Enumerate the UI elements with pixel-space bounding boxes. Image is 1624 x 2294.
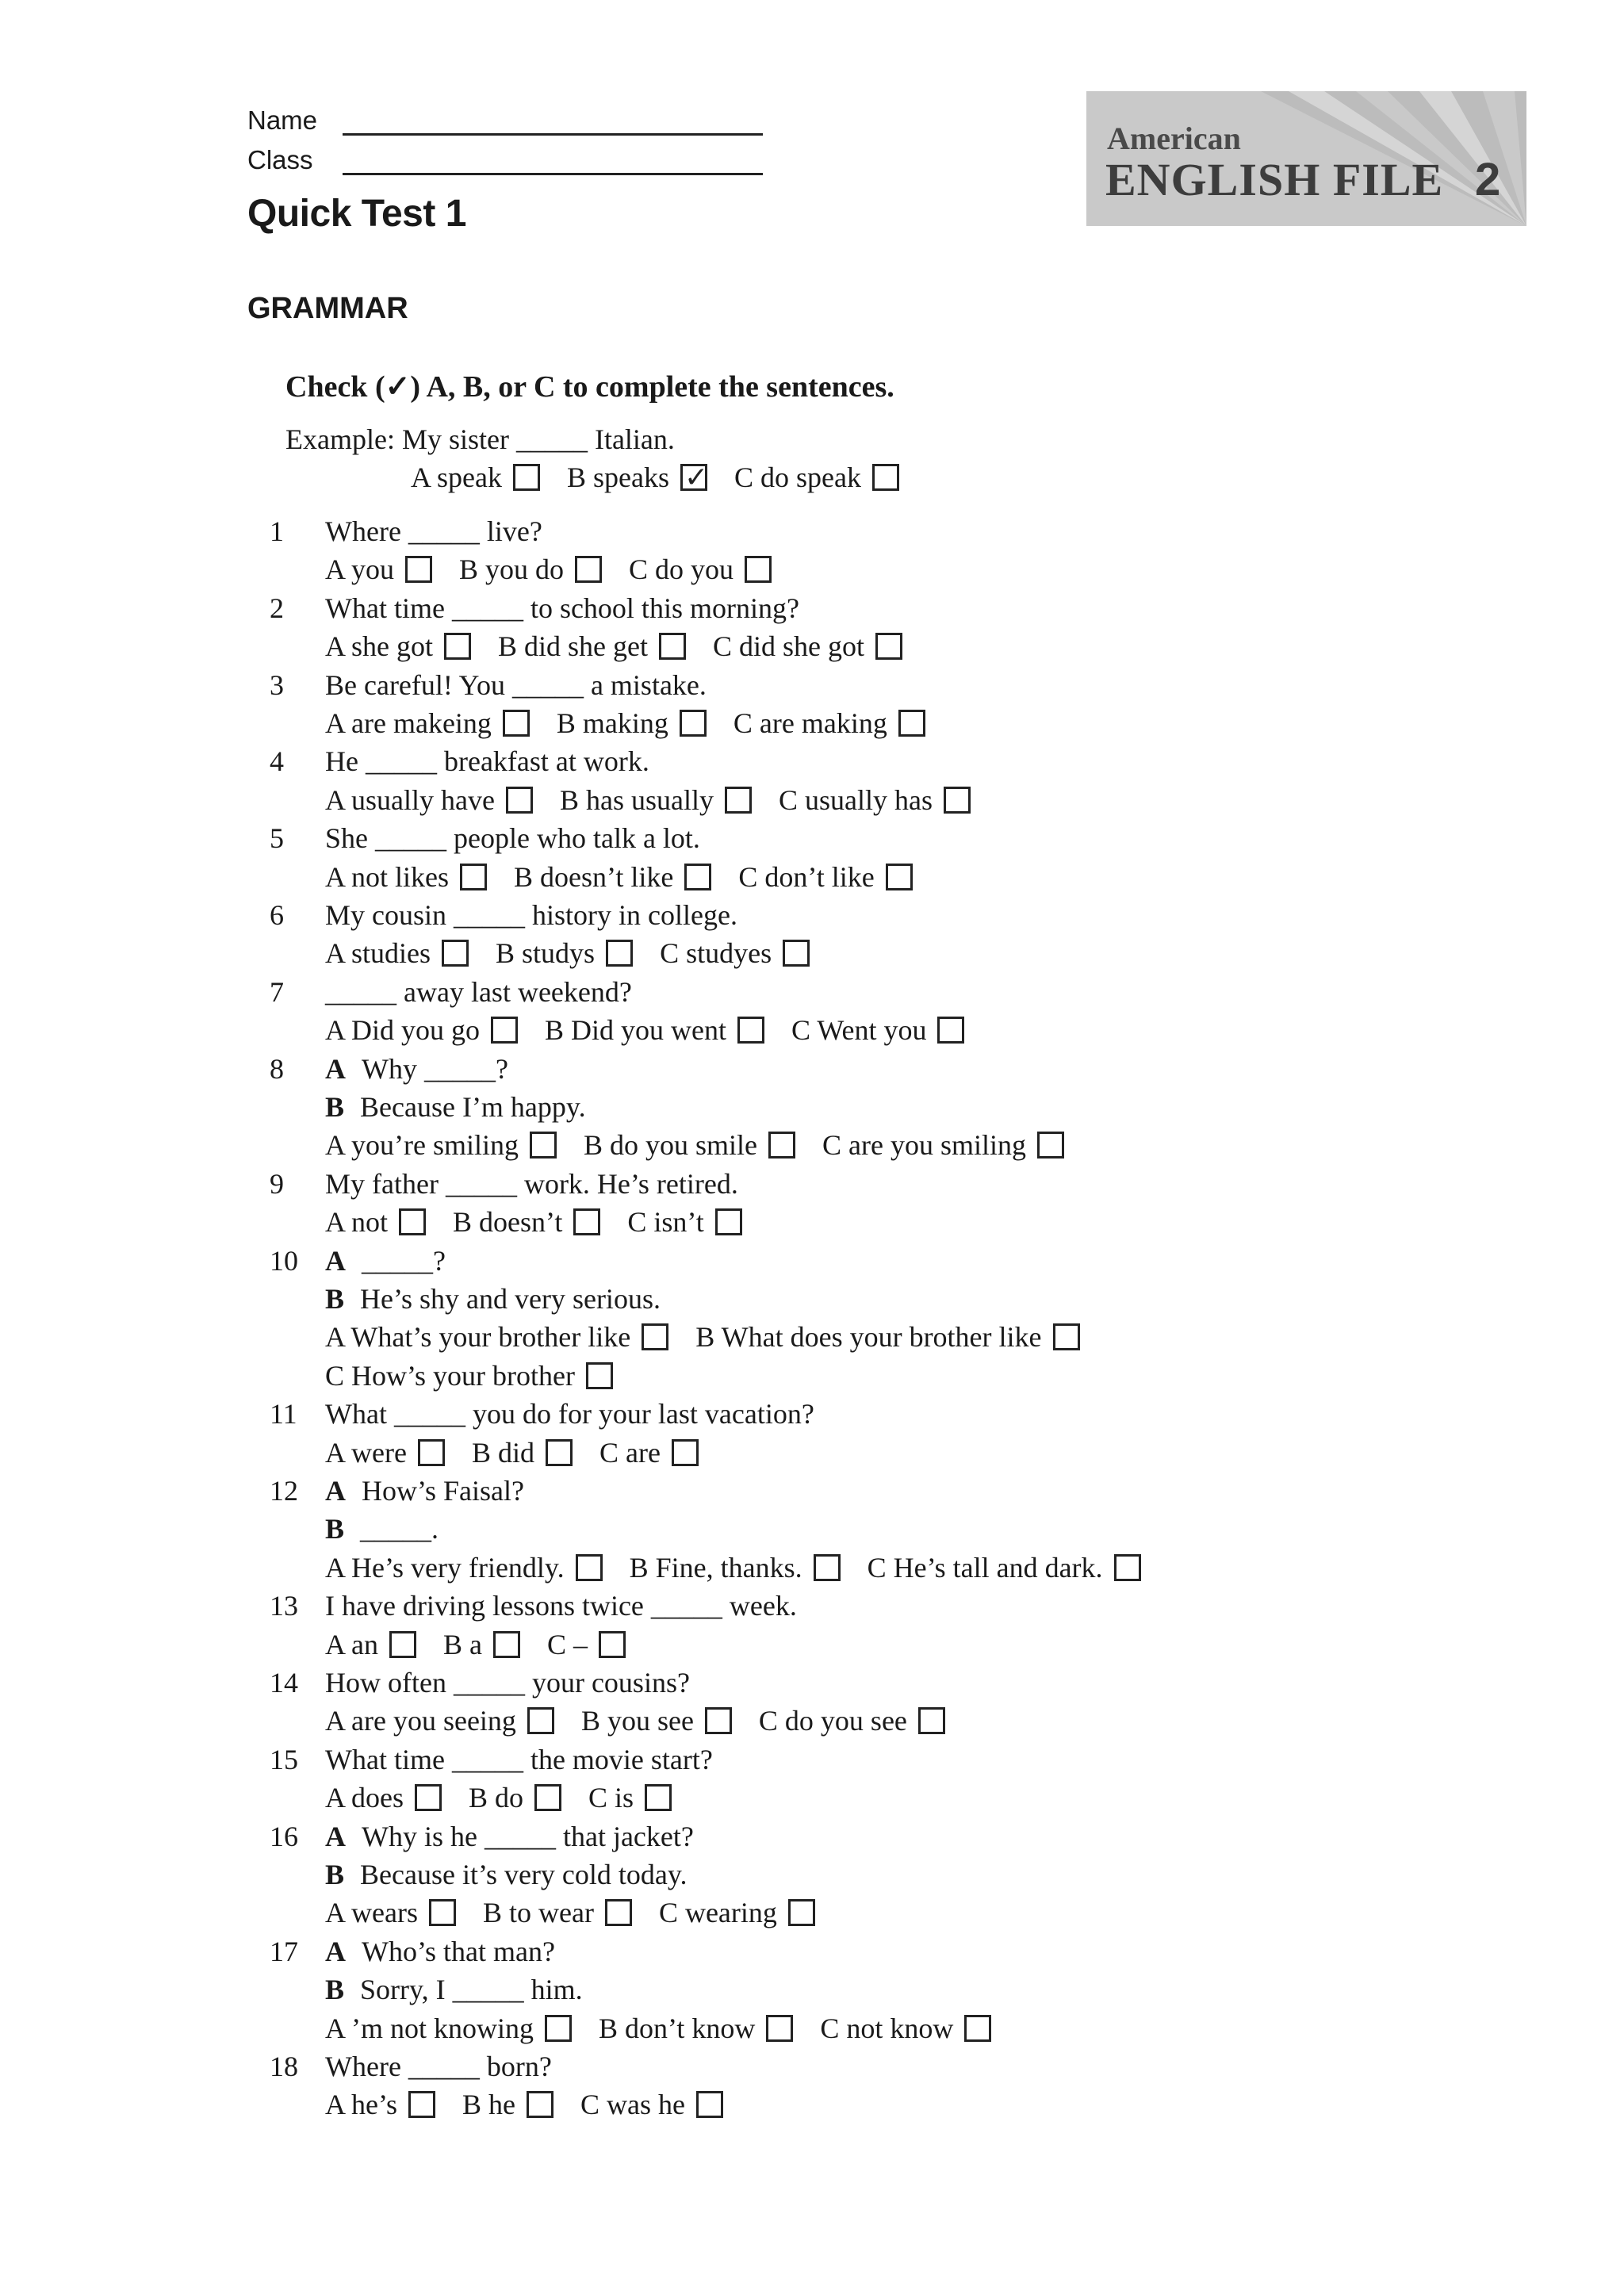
answer-option-label: A Did you go (325, 1014, 481, 1047)
answer-option[interactable] (325, 781, 533, 819)
checkbox-icon[interactable] (389, 1631, 416, 1658)
question-line-text: Sorry, I _____ him. (360, 1974, 583, 2006)
question-number: 11 (270, 1398, 297, 1430)
answer-option[interactable] (514, 858, 711, 896)
checkbox-icon[interactable] (599, 1631, 626, 1658)
answer-option-label: B Fine, thanks. (629, 1551, 802, 1584)
answer-option-label: A does (325, 1782, 404, 1814)
answer-option-label: B you see (580, 1705, 694, 1737)
answer-options-row (325, 704, 925, 742)
answer-option-label: B do (469, 1782, 524, 1814)
question-line-text: _____? (362, 1244, 446, 1277)
answer-option[interactable] (599, 2009, 793, 2047)
answer-option-label: C are making (733, 707, 887, 739)
question-text (325, 819, 700, 857)
answer-option[interactable] (325, 1626, 416, 1664)
answer-options-row (325, 1626, 626, 1664)
answer-option[interactable] (630, 1549, 841, 1587)
answer-option-label: C are (599, 1436, 661, 1469)
example-text: Example: My sister _____ Italian. (285, 423, 675, 455)
answer-option[interactable] (557, 704, 707, 742)
answer-options-row (325, 1357, 613, 1395)
answer-options-row (325, 550, 772, 588)
checkbox-icon[interactable] (672, 1439, 699, 1466)
answer-option-label: A were (325, 1436, 407, 1469)
answer-option[interactable] (325, 1434, 445, 1472)
checkbox-icon[interactable] (705, 1707, 732, 1734)
checkbox-icon[interactable] (715, 1208, 742, 1235)
answer-options-row (325, 1203, 742, 1241)
answer-option[interactable] (695, 1318, 1079, 1356)
answer-option-label: B did she get (498, 630, 648, 663)
question-number: 4 (270, 745, 284, 778)
checkbox-icon[interactable] (405, 556, 432, 583)
speaker-label: B (325, 1091, 345, 1123)
question-number: 1 (270, 515, 284, 547)
answer-option-label: C do speak (733, 461, 861, 493)
name-field-line[interactable] (343, 133, 763, 136)
answer-option-label: C studyes (660, 937, 772, 970)
checkbox-icon[interactable] (534, 1784, 561, 1811)
section-heading: GRAMMAR (247, 292, 408, 325)
question-text (325, 1395, 814, 1433)
question-line-text: What _____ you do for your last vacation? (325, 1398, 814, 1430)
checkbox-icon[interactable] (684, 864, 711, 890)
answer-option[interactable] (325, 1357, 613, 1395)
answer-option[interactable] (498, 627, 686, 665)
answer-option-label: C He’s tall and dark. (867, 1551, 1103, 1584)
checkbox-icon[interactable] (788, 1899, 815, 1926)
answer-option[interactable] (483, 1894, 632, 1932)
answer-option[interactable] (325, 1894, 456, 1932)
answer-option-label: A not likes (325, 860, 450, 893)
answer-option[interactable] (779, 781, 971, 819)
checkbox-icon[interactable] (429, 1899, 456, 1926)
answer-option-label: A He’s very friendly. (325, 1551, 565, 1584)
question-line-text: She _____ people who talk a lot. (325, 822, 700, 855)
question-line-text: Because I’m happy. (360, 1091, 586, 1123)
question-line-text: Be careful! You _____ a mistake. (325, 668, 707, 701)
checkbox-icon[interactable] (503, 710, 530, 737)
question-number: 9 (270, 1167, 284, 1200)
question-line-text: Why _____? (362, 1052, 508, 1085)
checkbox-icon[interactable] (575, 556, 602, 583)
checkbox-icon[interactable] (493, 1631, 520, 1658)
answer-option-label: B doesn’t (453, 1206, 563, 1239)
answer-option-label: C was he (580, 2089, 685, 2121)
answer-option-label: B Did you went (545, 1014, 727, 1047)
checkbox-icon[interactable] (527, 1707, 554, 1734)
answer-option[interactable] (560, 781, 752, 819)
question-line-text: _____. (360, 1513, 439, 1545)
answer-option-label: C are you smiling (822, 1129, 1026, 1162)
checkbox-icon[interactable] (642, 1323, 668, 1350)
checkbox-icon[interactable] (886, 864, 913, 890)
logo-english-file-text: ENGLISH FILE (1105, 154, 1444, 205)
question-text (325, 1741, 713, 1779)
checkbox-icon[interactable] (415, 1784, 442, 1811)
answer-option[interactable] (443, 1626, 520, 1664)
answer-option-label: C wearing (658, 1897, 777, 1929)
question-line-text: What time _____ to school this morning? (325, 592, 799, 624)
checkbox-icon[interactable] (606, 940, 633, 967)
question-text (325, 896, 737, 934)
question-text (325, 973, 632, 1011)
checkbox-icon[interactable] (918, 1707, 945, 1734)
question-number: 2 (270, 592, 284, 624)
answer-option[interactable] (588, 1779, 672, 1817)
name-label: Name (247, 105, 318, 135)
answer-option[interactable] (325, 1779, 442, 1817)
question-text (325, 1855, 688, 1894)
checkbox-icon[interactable] (1037, 1132, 1064, 1158)
checkbox-icon[interactable] (530, 1132, 557, 1158)
checkbox-icon[interactable] (725, 787, 752, 814)
answer-option[interactable] (545, 1011, 764, 1049)
question-line-text: How often _____ your cousins? (325, 1667, 690, 1698)
speaker-label: A (325, 1052, 346, 1085)
question-line-text: He _____ breakfast at work. (325, 745, 649, 778)
answer-option[interactable] (325, 1126, 557, 1164)
checkbox-icon[interactable] (491, 1017, 518, 1044)
answer-option[interactable] (822, 1126, 1064, 1164)
answer-option-label: A are makeing (325, 707, 492, 739)
answer-option[interactable] (462, 2085, 553, 2124)
answer-options-row (325, 1702, 945, 1740)
checkbox-icon[interactable] (659, 633, 686, 660)
answer-option-label: A not (325, 1206, 389, 1239)
answer-option-label: C did she got (713, 630, 865, 663)
speaker-label: B (325, 1513, 345, 1545)
checkbox-icon[interactable] (408, 2091, 435, 2118)
answer-option[interactable] (496, 934, 633, 972)
checkbox-icon[interactable] (898, 710, 925, 737)
instruction: Check (✓) A, B, or C to complete the sentences. (285, 370, 894, 404)
answer-option-label: C not know (820, 2012, 954, 2044)
checkbox-icon[interactable] (814, 1554, 841, 1581)
class-label: Class (247, 145, 313, 174)
checkbox-icon[interactable] (875, 633, 902, 660)
answer-option[interactable] (325, 2085, 435, 2124)
question-number: 13 (270, 1590, 298, 1622)
checkbox-icon[interactable] (506, 787, 533, 814)
answer-option[interactable] (325, 934, 469, 972)
answer-option-label: A she got (325, 630, 434, 663)
answer-option-label: A you’re smiling (325, 1129, 519, 1162)
question-text (325, 1510, 439, 1548)
answer-options-row (325, 1779, 672, 1817)
checkbox-icon[interactable] (745, 556, 772, 583)
speaker-label: B (325, 1859, 345, 1890)
answer-options-row (325, 1549, 1141, 1587)
answer-option-label: C usually has (778, 783, 933, 816)
question-text (325, 1587, 797, 1625)
answer-option-label: B do you smile (583, 1129, 757, 1162)
logo-american-text: American (1107, 121, 1241, 156)
answer-options-row (325, 934, 810, 972)
checkbox-icon[interactable] (545, 2015, 572, 2042)
answer-option-label: C – (547, 1628, 588, 1660)
question-number: 18 (270, 2051, 298, 2082)
answer-option-label: A are you seeing (325, 1705, 516, 1737)
answer-option-label: C isn’t (627, 1206, 704, 1239)
checkbox-icon[interactable] (872, 464, 899, 491)
question-line-text: _____ away last weekend? (325, 975, 632, 1008)
question-number: 15 (270, 1743, 298, 1775)
answer-option-label: A an (325, 1628, 378, 1660)
answer-option[interactable] (599, 1434, 699, 1472)
checkbox-icon[interactable] (546, 1439, 573, 1466)
question-line-text: What time _____ the movie start? (325, 1743, 713, 1775)
answer-option[interactable] (472, 1434, 573, 1472)
answer-option[interactable] (584, 1126, 795, 1164)
answer-option-label: C How’s your brother (325, 1359, 575, 1392)
answer-option-label: A speak (411, 461, 502, 493)
checkbox-icon[interactable] (645, 1784, 672, 1811)
answer-option-label: B speaks (566, 461, 669, 493)
question-line-text: How’s Faisal? (362, 1475, 524, 1507)
answer-options-row (325, 627, 902, 665)
question-text (325, 1664, 690, 1702)
checkbox-icon[interactable] (766, 2015, 793, 2042)
question-text (325, 2047, 552, 2085)
checkbox-icon[interactable] (418, 1439, 445, 1466)
checkbox-icon[interactable] (783, 940, 810, 967)
speaker-label: B (325, 1974, 345, 2006)
question-text (325, 512, 542, 550)
example-options (411, 458, 899, 496)
question-number: 3 (270, 668, 284, 701)
answer-option[interactable] (567, 458, 707, 496)
answer-option[interactable] (627, 1203, 741, 1241)
checkbox-icon[interactable] (737, 1017, 764, 1044)
answer-options-row (325, 2009, 991, 2047)
question-text (325, 1472, 524, 1510)
speaker-label: A (325, 1935, 346, 1967)
checkbox-icon[interactable] (768, 1132, 795, 1158)
checkbox-icon[interactable] (399, 1208, 426, 1235)
answer-option-label: B you do (459, 553, 565, 586)
answer-option-label: B he (462, 2089, 516, 2121)
question-text (325, 1817, 694, 1855)
question-text (325, 1165, 738, 1203)
speaker-label: A (325, 1244, 346, 1277)
answer-option[interactable] (325, 704, 530, 742)
answer-options-row (325, 2085, 723, 2124)
checkbox-icon[interactable] (696, 2091, 723, 2118)
answer-option-label: A he’s (325, 2089, 398, 2121)
answer-option-label: A usually have (325, 783, 495, 816)
question-line-text: He’s shy and very serious. (360, 1283, 661, 1315)
question-text (325, 666, 707, 704)
answer-option-label: C do you see (758, 1705, 907, 1737)
answer-option-label: C do you (629, 553, 734, 586)
logo-level-number: 2 (1475, 154, 1501, 205)
answer-option[interactable] (411, 458, 540, 496)
checked-checkbox-icon[interactable] (680, 464, 707, 491)
answer-option[interactable] (713, 627, 902, 665)
question-line-text: Where _____ live? (325, 515, 542, 547)
answer-option[interactable] (733, 704, 925, 742)
answer-option[interactable] (580, 2085, 723, 2124)
answer-option-label: C Went you (791, 1014, 927, 1047)
answer-option-label: B did (471, 1436, 534, 1469)
question-text (325, 589, 799, 627)
question-text (325, 1088, 586, 1126)
answer-options-row (325, 781, 971, 819)
checkbox-icon[interactable] (1114, 1554, 1141, 1581)
answer-option[interactable] (581, 1702, 732, 1740)
answer-option[interactable] (459, 550, 602, 588)
answer-option[interactable] (660, 934, 810, 972)
answer-option[interactable] (325, 1203, 426, 1241)
question-text (325, 1970, 583, 2009)
answer-option[interactable] (325, 627, 471, 665)
answer-option-label: B studys (496, 937, 596, 970)
checkbox-icon[interactable] (513, 464, 540, 491)
american-english-file-logo (1086, 91, 1526, 226)
question-number: 6 (270, 899, 284, 931)
answer-options-row (325, 1434, 699, 1472)
answer-option[interactable] (325, 1011, 518, 1049)
answer-option-label: C don’t like (738, 860, 875, 893)
question-text (325, 1242, 446, 1280)
answer-option-label: A wears (325, 1897, 418, 1929)
answer-option[interactable] (325, 550, 432, 588)
checkbox-icon[interactable] (605, 1899, 632, 1926)
question-number: 12 (270, 1475, 298, 1507)
answer-option[interactable] (325, 1318, 668, 1356)
checkbox-icon[interactable] (964, 2015, 991, 2042)
question-line-text: Where _____ born? (325, 2051, 552, 2082)
answer-option-label: A studies (325, 937, 431, 970)
answer-option-label: B What does your brother like (695, 1321, 1042, 1354)
question-text (325, 1280, 661, 1318)
question-line-text: Why is he _____ that jacket? (362, 1820, 694, 1852)
answer-option[interactable] (325, 1549, 603, 1587)
question-number: 10 (270, 1244, 298, 1277)
question-number: 16 (270, 1820, 298, 1852)
question-line-text: Because it’s very cold today. (360, 1859, 688, 1890)
answer-option[interactable] (325, 1702, 554, 1740)
answer-option-label: B has usually (559, 783, 714, 816)
answer-option-label: A What’s your brother like (325, 1321, 631, 1354)
answer-options-row (325, 1318, 1080, 1356)
question-number: 8 (270, 1052, 284, 1085)
answer-option-label: B to wear (482, 1897, 594, 1929)
answer-option[interactable] (759, 1702, 945, 1740)
checkbox-icon[interactable] (442, 940, 469, 967)
checkbox-icon[interactable] (573, 1208, 600, 1235)
page-title: Quick Test 1 (247, 193, 466, 235)
answer-option-label: A you (325, 553, 395, 586)
speaker-label: A (325, 1475, 346, 1507)
question-line-text: My father _____ work. He’s retired. (325, 1167, 738, 1200)
answer-option[interactable] (325, 2009, 572, 2047)
checkbox-icon[interactable] (944, 787, 971, 814)
answer-option[interactable] (547, 1626, 626, 1664)
answer-option[interactable] (734, 458, 899, 496)
answer-option-label: B making (556, 707, 668, 739)
answer-option-label: B doesn’t like (514, 860, 674, 893)
question-text (325, 1932, 555, 1970)
speaker-label: B (325, 1283, 345, 1315)
question-number: 14 (270, 1667, 298, 1698)
question-text (325, 742, 649, 780)
answer-option[interactable] (453, 1203, 600, 1241)
answer-option[interactable] (738, 858, 912, 896)
answer-option[interactable] (820, 2009, 991, 2047)
question-line-text: Who’s that man? (362, 1935, 555, 1967)
checkbox-icon[interactable] (1053, 1323, 1080, 1350)
answer-option[interactable] (791, 1011, 964, 1049)
answer-options-row (325, 1126, 1064, 1164)
question-number: 5 (270, 822, 284, 855)
answer-option-label: C is (588, 1782, 634, 1814)
answer-options-row (325, 858, 913, 896)
question-number: 17 (270, 1935, 298, 1967)
answer-option[interactable] (659, 1894, 815, 1932)
checkbox-icon[interactable] (576, 1554, 603, 1581)
question-text (325, 1050, 508, 1088)
question-line-text: I have driving lessons twice _____ week. (325, 1590, 797, 1622)
class-field-line[interactable] (343, 173, 763, 175)
answer-option[interactable] (629, 550, 772, 588)
checkbox-icon[interactable] (586, 1362, 613, 1389)
answer-option-label: A ’m not knowing (325, 2012, 534, 2044)
speaker-label: A (325, 1820, 346, 1852)
checkbox-icon[interactable] (444, 633, 471, 660)
answer-options-row (325, 1011, 964, 1049)
checkbox-icon[interactable] (527, 2091, 553, 2118)
checkbox-icon[interactable] (937, 1017, 964, 1044)
question-line-text: My cousin _____ history in college. (325, 899, 737, 931)
answer-option-label: B don’t know (599, 2012, 756, 2044)
question-number: 7 (270, 975, 284, 1008)
answer-options-row (325, 1894, 815, 1932)
answer-option-label: B a (443, 1628, 482, 1660)
answer-option[interactable] (868, 1549, 1141, 1587)
answer-option[interactable] (469, 1779, 561, 1817)
checkbox-icon[interactable] (680, 710, 707, 737)
checkbox-icon[interactable] (460, 864, 487, 890)
answer-option[interactable] (325, 858, 487, 896)
